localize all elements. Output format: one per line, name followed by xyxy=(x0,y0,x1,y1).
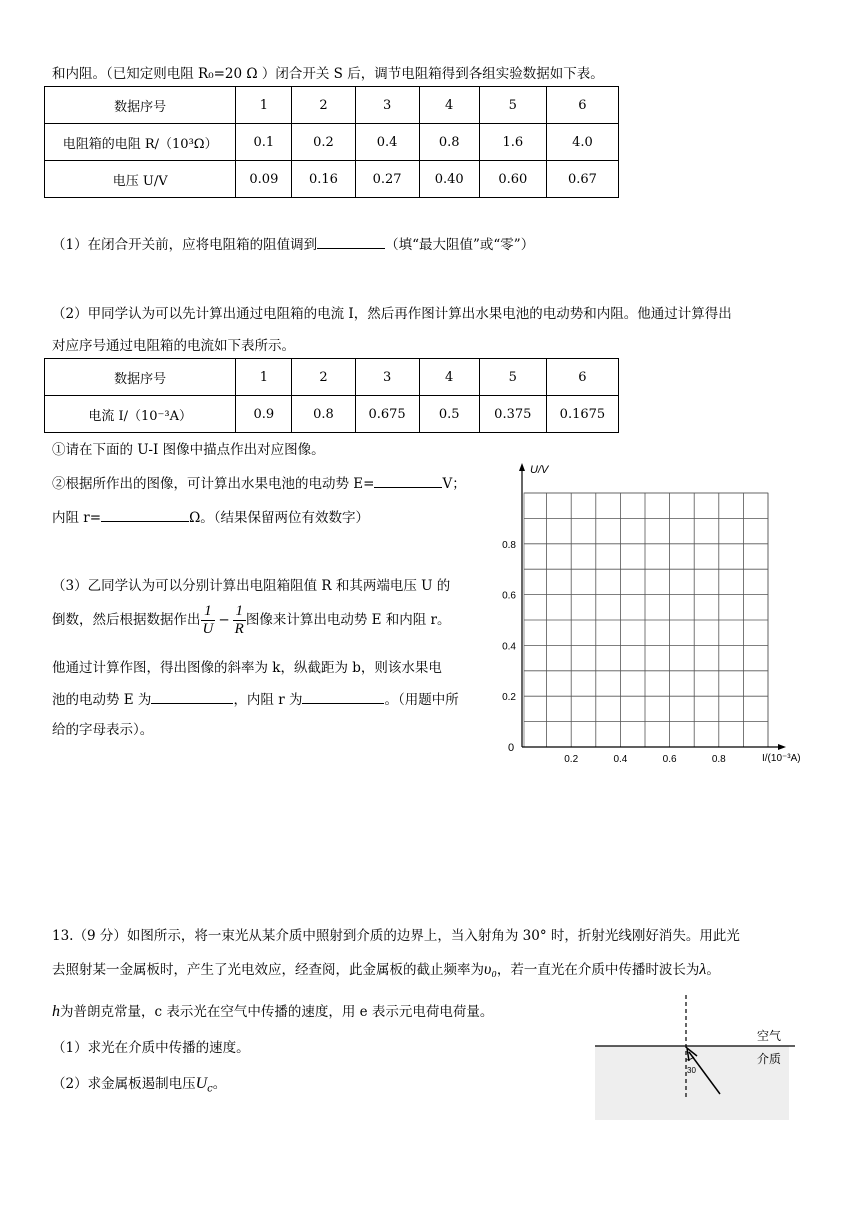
table-cell: 0.16 xyxy=(292,161,355,198)
y-tick-label: 0.8 xyxy=(502,539,516,551)
table-cell: 0.40 xyxy=(419,161,479,198)
question-3-line3: 他通过计算作图，得出图像的斜率为 k，纵截距为 b，则该水果电 xyxy=(52,660,442,676)
table-cell: 1 xyxy=(236,359,292,396)
table-row xyxy=(45,396,619,433)
fraction-1-over-r: $\frac{1}{R}$ xyxy=(234,603,244,637)
table-row xyxy=(45,87,619,124)
x-tick-label: 0.2 xyxy=(564,754,579,765)
row-header-cell: 数据序号 xyxy=(45,359,236,396)
table-cell: 4 xyxy=(419,359,479,396)
answer-blank-resistance[interactable] xyxy=(101,507,189,522)
table-cell: 0.1675 xyxy=(546,396,618,433)
table-cell: 1 xyxy=(236,87,292,124)
row-header-cell: 电阻箱的电阻 R/（10³Ω） xyxy=(45,124,236,161)
question-13-line2: 去照射某一金属板时，产生了光电效应，经查阅，此金属板的截止频率为υ₀，若一直光在介质中传播时波长为λ。 xyxy=(52,961,720,978)
table-cell: 6 xyxy=(546,359,618,396)
question-3-line4: 池的电动势 E 为 ，内阻 r 为 。（用题中所 xyxy=(52,688,459,708)
table-cell: 6 xyxy=(546,87,618,124)
refraction-diagram xyxy=(590,990,800,1125)
answer-blank-emf[interactable] xyxy=(374,473,442,488)
y-tick-label: 0.4 xyxy=(502,641,516,653)
row-header-cell: 数据序号 xyxy=(45,87,236,124)
fraction-1-over-u: $\frac{1}{U}$ xyxy=(202,603,214,637)
table-cell: 0.8 xyxy=(292,396,355,433)
data-table-1 xyxy=(44,86,619,198)
table-cell: 0.1 xyxy=(236,124,292,161)
cutoff-frequency-symbol: υ₀ xyxy=(484,961,497,978)
table-cell: 0.60 xyxy=(479,161,546,198)
x-axis-label: I/(10⁻³A) xyxy=(762,753,801,764)
question-2-sub2: ②根据所作出的图像，可计算出水果电池的电动势 E= V； xyxy=(52,472,466,492)
table-cell: 2 xyxy=(292,359,355,396)
table-cell: 0.09 xyxy=(236,161,292,198)
data-table-2 xyxy=(44,358,619,433)
y-tick-label: 0.6 xyxy=(502,590,516,602)
table-cell: 4.0 xyxy=(546,124,618,161)
table-cell: 5 xyxy=(479,87,546,124)
table-cell: 4 xyxy=(419,87,479,124)
y-axis-arrow xyxy=(519,463,525,471)
table-cell: 0.2 xyxy=(292,124,355,161)
x-tick-label: 0.6 xyxy=(662,754,677,765)
table-cell: 0.375 xyxy=(479,396,546,433)
table-cell: 5 xyxy=(479,359,546,396)
table-cell: 0.4 xyxy=(355,124,419,161)
table-cell: 2 xyxy=(292,87,355,124)
answer-blank-r[interactable] xyxy=(302,689,384,704)
table-cell: 3 xyxy=(355,359,419,396)
angle-label: 30 xyxy=(687,1066,696,1075)
table-row xyxy=(45,161,619,198)
answer-blank-e[interactable] xyxy=(151,689,233,704)
question-3-line1: （3）乙同学认为可以分别计算出电阻箱阻值 R 和其两端电压 U 的 xyxy=(52,578,451,594)
x-tick-label: 0.8 xyxy=(711,754,726,765)
table-cell: 0.675 xyxy=(355,396,419,433)
table-row xyxy=(45,124,619,161)
row-header-cell: 电压 U/V xyxy=(45,161,236,198)
question-2-sub1: ①请在下面的 U-I 图像中描点作出对应图像。 xyxy=(52,442,325,458)
medium-label: 介质 xyxy=(757,1052,782,1066)
air-label: 空气 xyxy=(757,1029,782,1043)
y-tick-label: 0.2 xyxy=(502,692,516,704)
table-cell: 1.6 xyxy=(479,124,546,161)
origin-label: 0 xyxy=(508,742,515,754)
question-3-line2: 倒数，然后根据数据作出 $\frac{1}{U}$ − $\frac{1}{R}$ 图像来计算出电动势 E 和内阻 r。 xyxy=(52,603,451,637)
table-cell: 0.9 xyxy=(236,396,292,433)
question-13-sub2: （2）求金属板遏制电压$U_c$。 xyxy=(52,1075,227,1095)
table-cell: 0.27 xyxy=(355,161,419,198)
u-i-graph[interactable] xyxy=(490,455,820,770)
table-row xyxy=(45,359,619,396)
table-cell: 0.5 xyxy=(419,396,479,433)
intro-line: 和内阻。（已知定则电阻 R₀=20 Ω ）闭合开关 S 后，调节电阻箱得到各组实验数据如下表。 xyxy=(52,66,604,82)
table-cell: 3 xyxy=(355,87,419,124)
question-2-line2: 对应序号通过电阻箱的电流如下表所示。 xyxy=(52,338,295,354)
table-cell: 0.67 xyxy=(546,161,618,198)
question-2-sub3: 内阻 r= Ω。（结果保留两位有效数字） xyxy=(52,506,369,526)
question-13-sub1: （1）求光在介质中传播的速度。 xyxy=(52,1040,250,1056)
question-3-line5: 给的字母表示）。 xyxy=(52,722,154,738)
row-header-cell: 电流 I/（10⁻³A） xyxy=(45,396,236,433)
wavelength-symbol: λ xyxy=(699,961,707,978)
question-13-line3: h为普朗克常量，c 表示光在空气中传播的速度，用 e 表示元电荷电荷量。 xyxy=(52,1003,494,1020)
table-cell: 0.8 xyxy=(419,124,479,161)
y-axis-label: U/V xyxy=(530,464,549,476)
x-axis-arrow xyxy=(778,744,786,750)
answer-blank-1[interactable] xyxy=(317,234,385,249)
question-2-line1: （2）甲同学认为可以先计算出通过电阻箱的电流 I，然后再作图计算出水果电池的电动势和内阻。他通过计算得出 xyxy=(52,306,732,322)
x-tick-label: 0.4 xyxy=(613,754,628,765)
question-13-line1: 13.（9 分）如图所示，将一束光从某介质中照射到介质的边界上，当入射角为 30° 时，折射光线刚好消失。用此光 xyxy=(52,928,740,944)
question-1: （1）在闭合开关前，应将电阻箱的阻值调到 （填“最大阻值”或“零”） xyxy=(52,233,534,253)
